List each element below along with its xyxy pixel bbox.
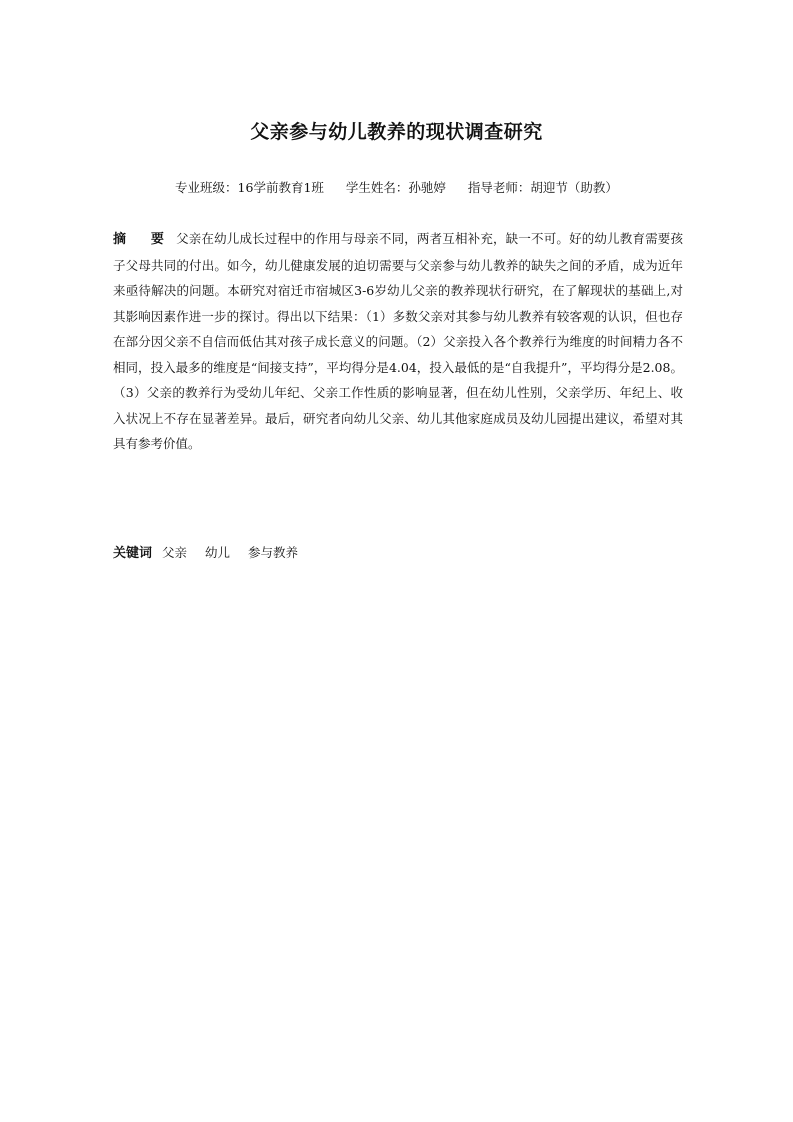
keyword-item: 父亲 — [162, 545, 188, 560]
abstract-label: 摘 要 — [113, 232, 175, 247]
keyword-item: 幼儿 — [205, 545, 231, 560]
keyword-item: 参与教养 — [248, 545, 299, 560]
advisor-text: 指导老师：胡迎节（助教） — [467, 180, 618, 195]
keywords-label: 关键词 — [113, 546, 153, 561]
keywords-line — [113, 542, 312, 561]
abstract-paragraph — [113, 226, 683, 457]
major-class-text: 专业班级：16学前教育1班 — [175, 180, 324, 195]
document-title: 父亲参与幼儿教养的现状调查研究 — [250, 121, 543, 143]
abstract-text: 父亲在幼儿成长过程中的作用与母亲不同，两者互相补充，缺一不可。好的幼儿教育需要孩子父母共同的付出。如今，幼儿健康发展的迫切需要与父亲参与幼儿教养的缺失之间的矛盾，成为近年来亟待解决的问题。本研究对宿迁市宿城区3-6岁幼儿父亲的教养现状行研究，在了解现状的基础上,对其影响因素作进一步的探讨。得出以下结果：（1）多数父亲对其参与幼儿教养有较客观的认识，但也存在部分因父亲不自信而低估其对孩子成长意义的问题。（2）父亲投入各个教养行为维度的时间精力各不相同，投入最多的维度是“间接支持”，平均得分是4.04，投入最低的是“自我提升”，平均得分是2.08。（3）父亲的教养行为受幼儿年纪、父亲工作性质的影响显著，但在幼儿性别，父亲学历、年纪上、收入状况上不存在显著差异。最后，研究者向幼儿父亲、幼儿其他家庭成员及幼儿园提出建议，希望对其具有参考价值。 — [113, 231, 683, 451]
student-name-text: 学生姓名：孙驰婷 — [345, 180, 446, 195]
author-info-line — [0, 178, 793, 196]
